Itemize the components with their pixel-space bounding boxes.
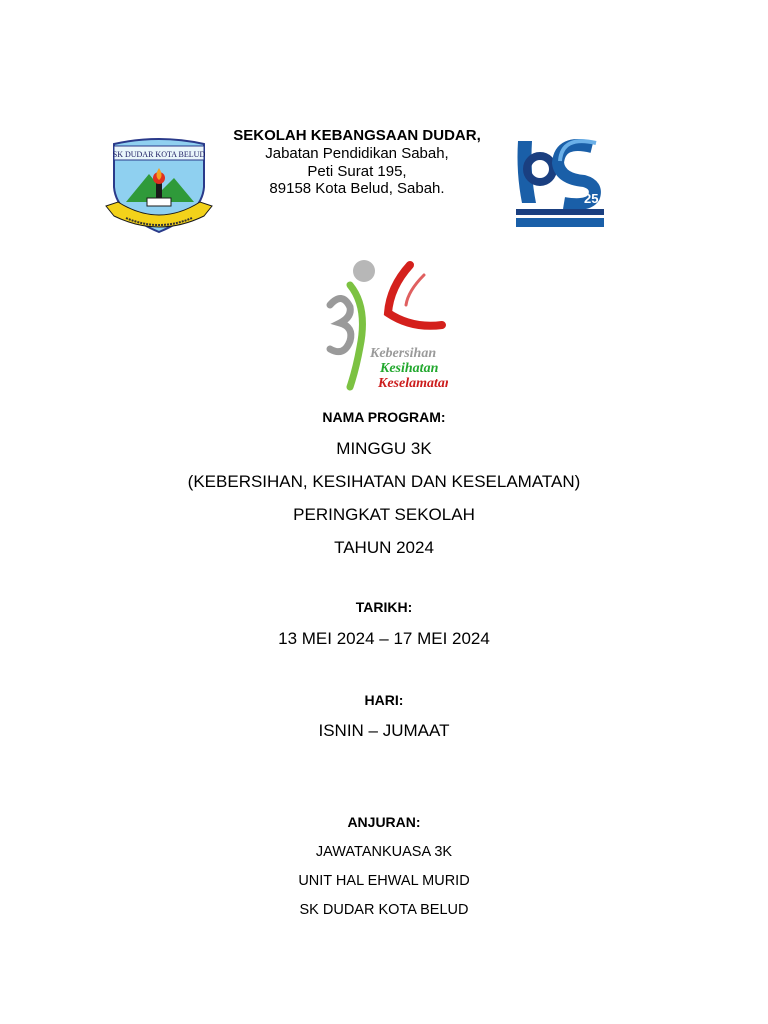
address-line-1: Jabatan Pendidikan Sabah, — [265, 145, 449, 162]
tarikh-label: TARIKH: — [355, 599, 413, 615]
anjuran-line-1: JAWATANKUASA 3K — [315, 844, 453, 860]
hari-value: ISNIN – JUMAAT — [318, 721, 450, 740]
anjuran-label: ANJURAN: — [347, 814, 421, 830]
tarikh-value: 13 MEI 2024 – 17 MEI 2024 — [278, 629, 490, 648]
address-line-2: Peti Surat 195, — [307, 162, 407, 180]
program-label: NAMA PROGRAM: — [322, 409, 446, 425]
sts-number: 25 — [584, 191, 599, 206]
crest-banner-text: SK DUDAR KOTA BELUD — [112, 150, 206, 159]
sts-25-icon — [512, 133, 608, 241]
school-address — [214, 126, 500, 198]
address-line-3: 89158 Kota Belud, Sabah. — [269, 180, 445, 197]
program-line-2: (KEBERSIHAN, KESIHATAN DAN KESELAMATAN) — [187, 472, 581, 491]
anjuran-line-3: SK DUDAR KOTA BELUD — [299, 902, 469, 918]
anjuran-line-2: UNIT HAL EHWAL MURID — [298, 873, 470, 889]
3k-word-keselamatan: Keselamatan — [378, 376, 448, 391]
school-name: SEKOLAH KEBANGSAAN DUDAR, — [233, 127, 481, 144]
3k-word-kesihatan: Kesihatan — [380, 361, 439, 376]
3k-word-kebersihan: Kebersihan — [370, 346, 437, 361]
3k-program-icon — [320, 257, 448, 393]
program-line-4: TAHUN 2024 — [334, 538, 434, 557]
program-line-1: MINGGU 3K — [336, 439, 432, 458]
program-line-3: PERINGKAT SEKOLAH — [293, 505, 475, 524]
hari-label: HARI: — [364, 692, 404, 708]
school-crest-icon — [104, 132, 214, 240]
